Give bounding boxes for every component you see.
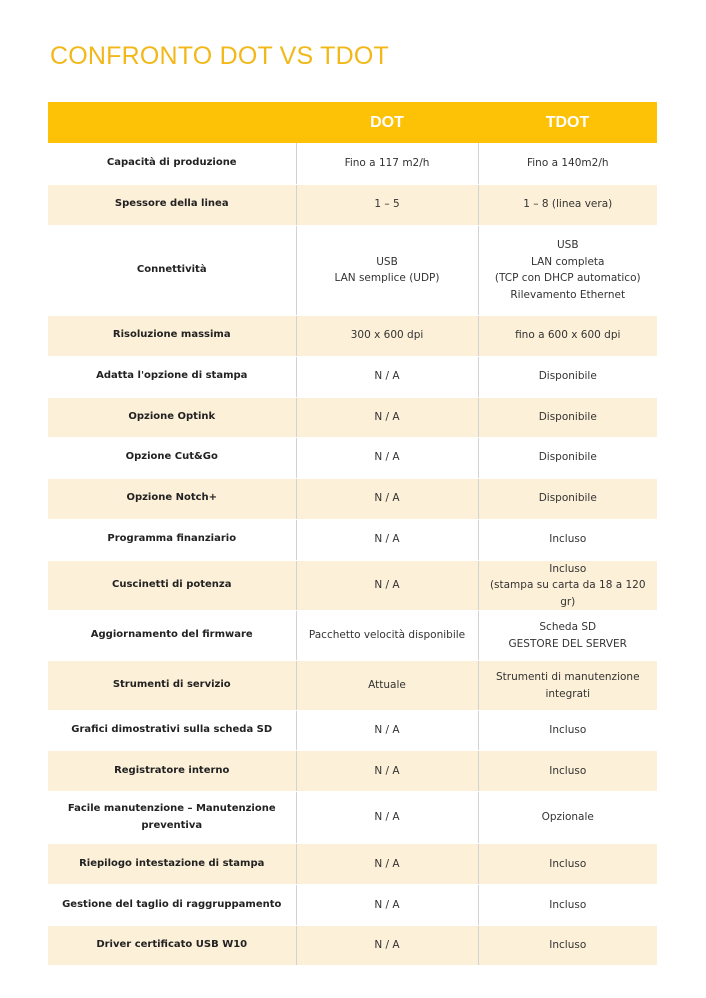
tdot-value: Incluso — [549, 898, 587, 911]
dot-value: N / A — [374, 370, 400, 383]
feature-label: Risoluzione massima — [112, 329, 231, 341]
feature-label: Spessore della linea — [114, 198, 229, 210]
tdot-value: Disponibile — [538, 370, 597, 383]
feature-label: Opzione Cut&Go — [125, 451, 218, 463]
tdot-value: Incluso — [549, 857, 587, 870]
table-row — [48, 184, 657, 225]
tdot-cell — [478, 519, 657, 560]
tdot-value: Incluso — [549, 562, 587, 575]
table-header-row — [48, 102, 657, 143]
dot-value: N / A — [374, 939, 400, 952]
tdot-value: Disponibile — [538, 492, 597, 505]
feature-cell — [48, 478, 296, 519]
tdot-value: (TCP con DHCP automatico) — [494, 272, 641, 284]
tdot-cell — [478, 437, 657, 478]
tdot-cell — [478, 315, 657, 356]
tdot-value: GESTORE DEL SERVER — [508, 637, 627, 650]
tdot-value: Fino a 140m2/h — [526, 157, 609, 169]
feature-label: Adatta l'opzione di stampa — [96, 370, 248, 382]
table-row — [48, 478, 657, 519]
tdot-value: 1 – 8 (linea vera) — [523, 198, 613, 211]
feature-label: Registratore interno — [114, 764, 230, 776]
dot-cell — [296, 792, 478, 844]
table-row — [48, 356, 657, 397]
tdot-cell — [478, 711, 657, 751]
feature-label: Grafici dimostrativi sulla scheda SD — [71, 724, 273, 736]
dot-cell — [296, 315, 478, 356]
feature-cell — [48, 315, 296, 356]
dot-value: USB — [376, 255, 398, 268]
feature-label: Cuscinetti di potenza — [112, 579, 232, 590]
feature-label: Aggiornamento del firmware — [90, 629, 253, 641]
dot-value: 300 x 600 dpi — [350, 329, 424, 342]
feature-cell — [48, 397, 296, 437]
dot-value: Pacchetto velocità disponibile — [308, 629, 466, 642]
dot-cell — [296, 478, 478, 519]
table-row — [48, 926, 657, 966]
dot-value: N / A — [374, 724, 400, 737]
table-row — [48, 437, 657, 478]
dot-value: LAN semplice (UDP) — [334, 272, 440, 284]
tdot-value: Disponibile — [538, 410, 597, 423]
feature-label: Strumenti di servizio — [112, 679, 231, 691]
dot-cell — [296, 751, 478, 792]
dot-cell — [296, 184, 478, 225]
feature-label: Driver certificato USB W10 — [96, 939, 248, 951]
dot-value: N / A — [374, 451, 400, 464]
dot-value: N / A — [374, 533, 400, 546]
tdot-value: Incluso — [549, 533, 587, 546]
tdot-value: LAN completa — [531, 255, 605, 268]
dot-value: N / A — [374, 579, 400, 591]
tdot-value: (stampa su carta da 18 a 120 gr) — [489, 579, 646, 608]
tdot-cell — [478, 751, 657, 792]
tdot-cell — [478, 356, 657, 397]
feature-cell — [48, 926, 296, 966]
table-row — [48, 844, 657, 885]
tdot-value: Disponibile — [538, 451, 597, 464]
page-title: CONFRONTO DOT VS TDOT — [50, 42, 389, 70]
tdot-cell — [478, 143, 657, 184]
tdot-value: fino a 600 x 600 dpi — [515, 329, 621, 342]
tdot-cell — [478, 792, 657, 844]
tdot-cell — [478, 844, 657, 885]
tdot-value: Incluso — [549, 764, 587, 777]
feature-label: Gestione del taglio di raggruppamento — [62, 898, 282, 910]
feature-cell — [48, 751, 296, 792]
feature-label: Capacità di produzione — [106, 157, 237, 168]
dot-value: N / A — [374, 811, 400, 824]
dot-value: N / A — [374, 764, 400, 777]
feature-cell — [48, 519, 296, 560]
feature-cell — [48, 225, 296, 315]
dot-value: N / A — [374, 492, 400, 505]
dot-value: Fino a 117 m2/h — [344, 157, 430, 169]
feature-label: Opzione Optink — [128, 410, 216, 422]
feature-label: Facile manutenzione – Manutenzione preventiva — [67, 803, 276, 831]
dot-cell — [296, 711, 478, 751]
tdot-cell — [478, 560, 657, 611]
dot-cell — [296, 885, 478, 926]
header-tdot: TDOT — [478, 102, 657, 143]
feature-label: Programma finanziario — [107, 533, 237, 545]
header-dot: DOT — [296, 102, 478, 143]
feature-cell — [48, 356, 296, 397]
tdot-value: Scheda SD — [539, 621, 597, 633]
table-row — [48, 560, 657, 611]
dot-cell — [296, 356, 478, 397]
tdot-value: Opzionale — [541, 811, 594, 824]
dot-cell — [296, 926, 478, 966]
table-row — [48, 519, 657, 560]
tdot-value: USB — [556, 239, 579, 251]
feature-cell — [48, 560, 296, 611]
feature-cell — [48, 885, 296, 926]
dot-cell — [296, 560, 478, 611]
feature-cell — [48, 792, 296, 844]
tdot-cell — [478, 661, 657, 711]
header-feature — [48, 102, 296, 143]
dot-cell — [296, 611, 478, 661]
tdot-cell — [478, 225, 657, 315]
dot-value: N / A — [374, 857, 400, 870]
tdot-cell — [478, 478, 657, 519]
table-row — [48, 315, 657, 356]
table-row — [48, 225, 657, 315]
tdot-value: Strumenti di manutenzione — [495, 671, 640, 683]
tdot-cell — [478, 885, 657, 926]
dot-value: N / A — [374, 410, 400, 423]
dot-value: Attuale — [368, 679, 406, 692]
table-body — [48, 143, 657, 966]
dot-cell — [296, 143, 478, 184]
table-row — [48, 751, 657, 792]
comparison-table — [48, 102, 657, 966]
feature-label: Riepilogo intestazione di stampa — [79, 857, 265, 869]
dot-cell — [296, 519, 478, 560]
feature-cell — [48, 844, 296, 885]
feature-cell — [48, 611, 296, 661]
feature-cell — [48, 184, 296, 225]
feature-label: Connettività — [136, 263, 207, 275]
dot-cell — [296, 225, 478, 315]
tdot-value: Incluso — [549, 939, 587, 952]
feature-label: Opzione Notch+ — [126, 492, 218, 504]
table-row — [48, 397, 657, 437]
dot-cell — [296, 397, 478, 437]
feature-cell — [48, 711, 296, 751]
table-row — [48, 792, 657, 844]
tdot-value: integrati — [545, 687, 591, 700]
table-row — [48, 711, 657, 751]
dot-cell — [296, 844, 478, 885]
table-row — [48, 143, 657, 184]
tdot-cell — [478, 184, 657, 225]
feature-cell — [48, 143, 296, 184]
dot-cell — [296, 437, 478, 478]
tdot-cell — [478, 397, 657, 437]
table-row — [48, 661, 657, 711]
tdot-cell — [478, 611, 657, 661]
table-row — [48, 611, 657, 661]
dot-value: 1 – 5 — [374, 198, 400, 211]
feature-cell — [48, 661, 296, 711]
dot-value: N / A — [374, 898, 400, 911]
feature-cell — [48, 437, 296, 478]
tdot-cell — [478, 926, 657, 966]
dot-cell — [296, 661, 478, 711]
tdot-value: Incluso — [549, 724, 587, 737]
table-row — [48, 885, 657, 926]
tdot-value: Rilevamento Ethernet — [510, 288, 626, 301]
